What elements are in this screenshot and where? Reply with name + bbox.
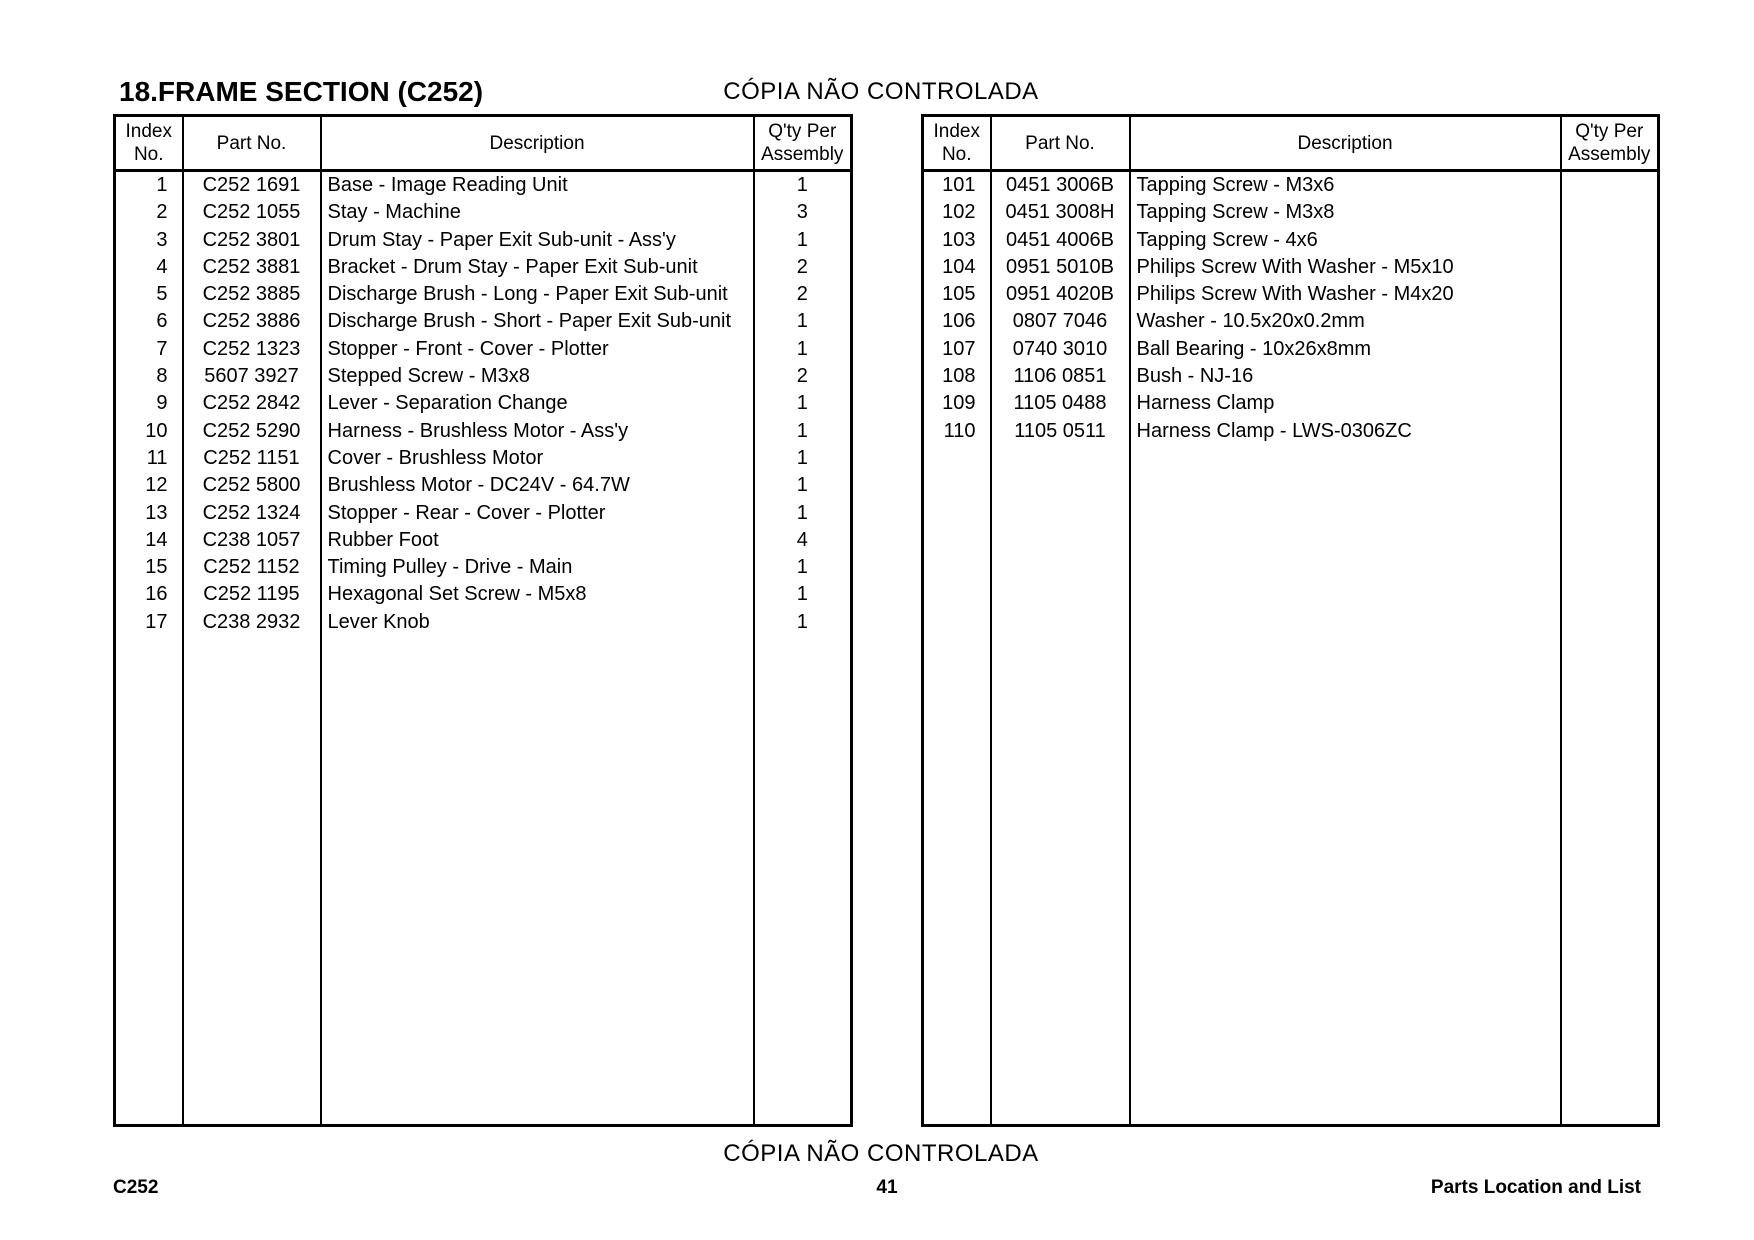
table-row [115,445,852,472]
qty-cell: 1 [754,418,852,445]
index-cell: 110 [923,418,991,445]
description-cell: Stopper - Rear - Cover - Plotter [321,500,754,527]
qty-cell: 1 [754,227,852,254]
table-row [923,390,1659,417]
empty-cell [991,445,1130,1126]
table-row [115,609,852,636]
table-row [115,281,852,308]
qty-cell [1561,418,1659,445]
parts-table-body [115,171,852,1126]
description-cell: Bush - NJ-16 [1130,363,1561,390]
table-row [115,308,852,335]
table-row [923,363,1659,390]
part-no-cell: C252 3886 [183,308,321,335]
part-no-cell: 0951 5010B [991,254,1130,281]
part-no-cell: 5607 3927 [183,363,321,390]
index-cell: 109 [923,390,991,417]
qty-cell [1561,227,1659,254]
table-row [115,472,852,499]
index-cell: 103 [923,227,991,254]
part-no-cell: C252 1151 [183,445,321,472]
part-no-header: Part No. [183,116,321,171]
qty-cell [1561,363,1659,390]
index-cell: 101 [923,171,991,200]
footer-model: C252 [113,1177,159,1198]
index-cell: 102 [923,199,991,226]
qty-cell: 1 [754,445,852,472]
qty-cell [1561,281,1659,308]
description-cell: Hexagonal Set Screw - M5x8 [321,581,754,608]
table-row [115,199,852,226]
watermark-top: CÓPIA NÃO CONTROLADA [723,78,1039,105]
part-no-cell: C252 1324 [183,500,321,527]
description-cell: Timing Pulley - Drive - Main [321,554,754,581]
index-cell: 107 [923,336,991,363]
empty-cell [1561,445,1659,1126]
index-cell: 104 [923,254,991,281]
part-no-cell: C252 5290 [183,418,321,445]
empty-cell [923,445,991,1126]
index-cell: 11 [115,445,183,472]
description-cell: Harness Clamp - LWS-0306ZC [1130,418,1561,445]
index-cell: 12 [115,472,183,499]
qty-cell [1561,171,1659,200]
footer-page-number: 41 [876,1177,898,1198]
part-no-cell: 1106 0851 [991,363,1130,390]
part-no-cell: 0451 3006B [991,171,1130,200]
table-row [923,418,1659,445]
index-cell: 108 [923,363,991,390]
index-cell: 105 [923,281,991,308]
table-row [115,254,852,281]
table-row [115,171,852,200]
part-no-cell: C252 3801 [183,227,321,254]
description-cell: Base - Image Reading Unit [321,171,754,200]
part-no-cell: C252 1691 [183,171,321,200]
description-cell: Drum Stay - Paper Exit Sub-unit - Ass'y [321,227,754,254]
table-row [923,199,1659,226]
index-cell: 10 [115,418,183,445]
description-cell: Discharge Brush - Long - Paper Exit Sub-unit [321,281,754,308]
part-no-cell: 0951 4020B [991,281,1130,308]
watermark-bottom: CÓPIA NÃO CONTROLADA [723,1140,1039,1167]
empty-cell [754,636,852,1125]
description-cell: Stopper - Front - Cover - Plotter [321,336,754,363]
index-cell: 15 [115,554,183,581]
table-row [115,390,852,417]
table-row [923,227,1659,254]
index-cell: 9 [115,390,183,417]
index-cell: 4 [115,254,183,281]
table-header-row [115,116,852,171]
table-row [115,336,852,363]
qty-cell: 1 [754,581,852,608]
table-row [923,281,1659,308]
description-cell: Lever - Separation Change [321,390,754,417]
table-row [115,418,852,445]
qty-cell: 1 [754,171,852,200]
index-no-header: Index No. [115,116,183,171]
qty-cell: 1 [754,308,852,335]
footer-section-name: Parts Location and List [1430,1177,1641,1198]
index-cell: 8 [115,363,183,390]
empty-cell [115,636,183,1125]
qty-cell: 1 [754,554,852,581]
index-cell: 16 [115,581,183,608]
qty-cell: 2 [754,254,852,281]
qty-cell: 3 [754,199,852,226]
description-cell: Philips Screw With Washer - M5x10 [1130,254,1561,281]
part-no-cell: C252 1152 [183,554,321,581]
qty-cell [1561,199,1659,226]
part-no-cell: 1105 0488 [991,390,1130,417]
description-cell: Discharge Brush - Short - Paper Exit Sub-unit [321,308,754,335]
empty-cell [183,636,321,1125]
part-no-cell: 0807 7046 [991,308,1130,335]
parts-table-right [921,114,1660,1127]
qty-cell: 1 [754,336,852,363]
description-cell: Bracket - Drum Stay - Paper Exit Sub-unit [321,254,754,281]
index-cell: 3 [115,227,183,254]
table-row [923,336,1659,363]
qty-per-assembly-header: Q'ty Per Assembly [754,116,852,171]
part-no-cell: C252 5800 [183,472,321,499]
qty-cell [1561,390,1659,417]
index-cell: 1 [115,171,183,200]
parts-table-body [923,171,1659,1126]
description-cell: Lever Knob [321,609,754,636]
qty-cell: 1 [754,390,852,417]
index-cell: 5 [115,281,183,308]
index-cell: 17 [115,609,183,636]
empty-cell [321,636,754,1125]
description-cell: Ball Bearing - 10x26x8mm [1130,336,1561,363]
table-row [115,581,852,608]
part-no-cell: C252 3881 [183,254,321,281]
part-no-cell: C238 2932 [183,609,321,636]
qty-per-assembly-header: Q'ty Per Assembly [1561,116,1659,171]
description-cell: Philips Screw With Washer - M4x20 [1130,281,1561,308]
table-row [115,554,852,581]
description-cell: Tapping Screw - 4x6 [1130,227,1561,254]
description-cell: Harness Clamp [1130,390,1561,417]
table-row [923,308,1659,335]
qty-cell [1561,336,1659,363]
qty-cell [1561,254,1659,281]
qty-cell: 4 [754,527,852,554]
index-cell: 14 [115,527,183,554]
description-cell: Stay - Machine [321,199,754,226]
part-no-cell: C252 1195 [183,581,321,608]
parts-table-left [113,114,853,1127]
table-row [923,171,1659,200]
description-cell: Harness - Brushless Motor - Ass'y [321,418,754,445]
table-header-row [923,116,1659,171]
qty-cell [1561,308,1659,335]
description-header: Description [1130,116,1561,171]
description-cell: Tapping Screw - M3x6 [1130,171,1561,200]
qty-cell: 1 [754,500,852,527]
table-row [115,500,852,527]
description-cell: Tapping Screw - M3x8 [1130,199,1561,226]
description-cell: Washer - 10.5x20x0.2mm [1130,308,1561,335]
description-cell: Cover - Brushless Motor [321,445,754,472]
part-no-cell: 0740 3010 [991,336,1130,363]
part-no-cell: C252 1055 [183,199,321,226]
part-no-cell: 1105 0511 [991,418,1130,445]
qty-cell: 1 [754,472,852,499]
description-cell: Brushless Motor - DC24V - 64.7W [321,472,754,499]
table-row [115,527,852,554]
part-no-cell: 0451 4006B [991,227,1130,254]
description-header: Description [321,116,754,171]
qty-cell: 1 [754,609,852,636]
index-cell: 2 [115,199,183,226]
qty-cell: 2 [754,363,852,390]
index-cell: 13 [115,500,183,527]
description-cell: Stepped Screw - M3x8 [321,363,754,390]
index-cell: 6 [115,308,183,335]
description-cell: Rubber Foot [321,527,754,554]
empty-cell [1130,445,1561,1126]
part-no-cell: C252 1323 [183,336,321,363]
qty-cell: 2 [754,281,852,308]
part-no-cell: C252 2842 [183,390,321,417]
table-row [923,254,1659,281]
part-no-cell: C238 1057 [183,527,321,554]
page-title: 18.FRAME SECTION (C252) [119,76,484,107]
part-no-cell: 0451 3008H [991,199,1130,226]
part-no-cell: C252 3885 [183,281,321,308]
index-cell: 106 [923,308,991,335]
table-row [115,227,852,254]
index-cell: 7 [115,336,183,363]
table-row [115,363,852,390]
part-no-header: Part No. [991,116,1130,171]
index-no-header: Index No. [923,116,991,171]
empty-filler-row [115,636,852,1125]
empty-filler-row [923,445,1659,1126]
